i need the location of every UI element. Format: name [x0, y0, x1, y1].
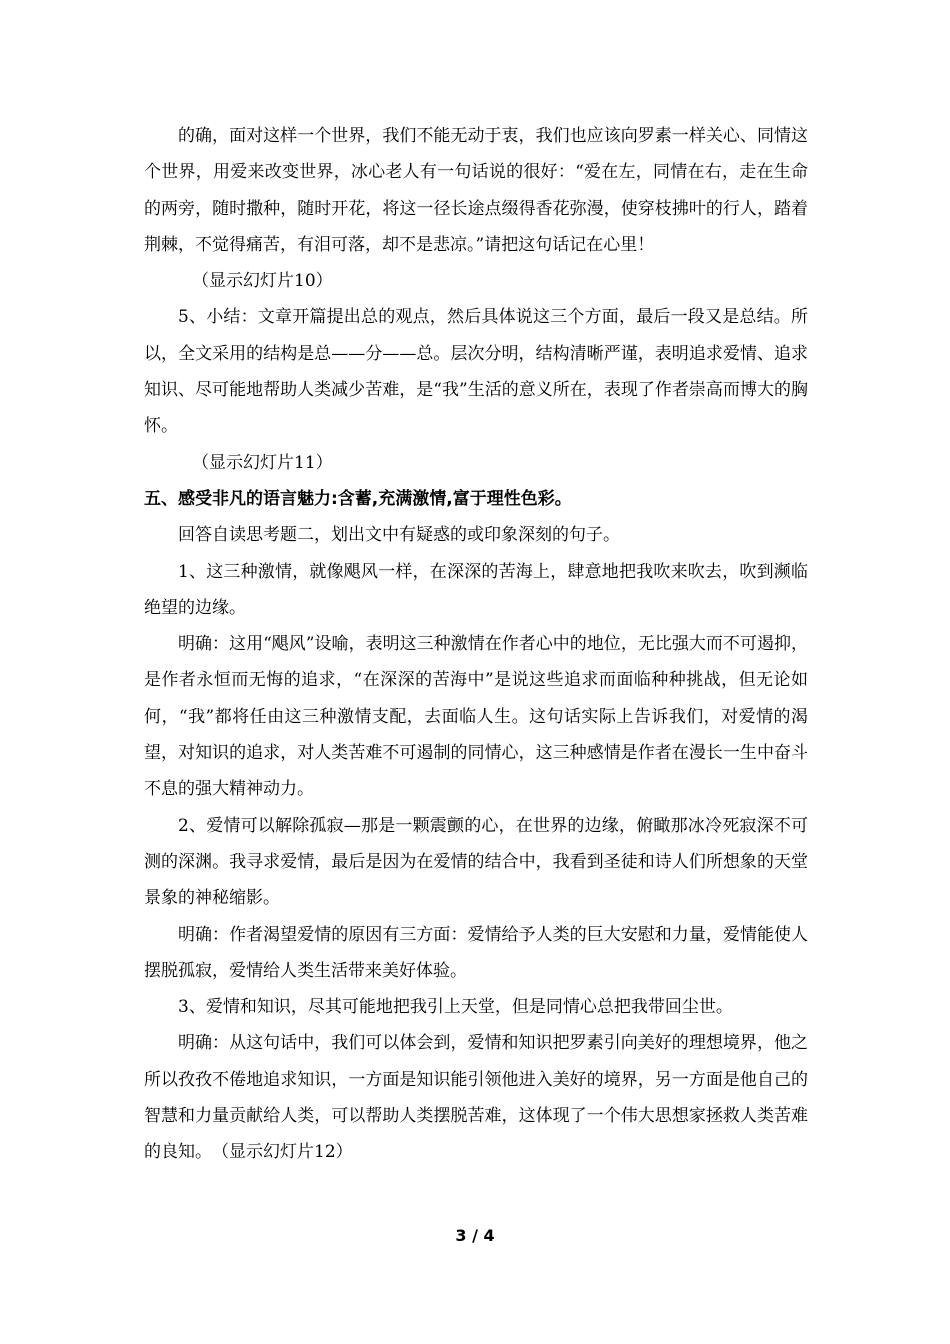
paragraph-answer-3: 明确：从这句话中，我们可以体会到，爱情和知识把罗素引向美好的理想境界，他之所以孜孜不倦地追求知识，一方面是知识能引领他进入美好的境界，另一方面是他自己的智慧和力量贡献给人类，可以帮助人类摆脱苦难，这体现了一个伟大思想家拯救人类苦难的良知。 （显示幻灯片12）	[144, 1033, 808, 1163]
paragraph-sentence-1: 1、这三种激情，就像飓风一样，在深深的苦海上，肆意地把我吹来吹去，吹到濒临绝望的边缘。	[144, 561, 808, 618]
slide-note-11: （显示幻灯片11）	[192, 452, 333, 473]
paragraph-instruction: 回答自读思考题二，划出文中有疑惑的或印象深刻的句子。	[178, 525, 620, 546]
paragraph-sentence-2: 2、爱情可以解除孤寂—那是一颗震颤的心，在世界的边缘，俯瞰那冰冷死寂深不可测的深渊。我寻求爱情，最后是因为在爱情的结合中，我看到圣徒和诗人们所想象的天堂景象的神秘缩影。	[144, 815, 808, 909]
paragraph-answer-2: 明确：作者渴望爱情的原因有三方面：爱情给予人类的巨大安慰和力量，爱情能使人摆脱孤寂，爱情给人类生活带来美好体验。	[144, 924, 808, 981]
page-number: 3 / 4	[455, 1226, 495, 1245]
section-heading-5: 五、感受非凡的语言魅力:含蓄,充满激情,富于理性色彩。	[144, 488, 572, 509]
paragraph-summary: 5、小结：文章开篇提出总的观点，然后具体说这三个方面，最后一段又是总结。所以，全文采用的结构是总——分——总。层次分明，结构清晰严谨，表明追求爱情、追求知识、尽可能地帮助人类减少苦难，是“我”生活的意义所在，表现了作者崇高而博大的胸怀。	[144, 307, 808, 437]
paragraph-sentence-3: 3、爱情和知识，尽其可能地把我引上天堂，但是同情心总把我带回尘世。	[178, 997, 733, 1018]
paragraph-1: 的确，面对这样一个世界，我们不能无动于衷，我们也应该向罗素一样关心、同情这个世界，用爱来改变世界，冰心老人有一句话说的很好：“爱在左，同情在右，走在生命的两旁，随时撒种，随时开花，将这一径长途点缀得香花弥漫，使穿枝拂叶的行人，踏着荆棘，不觉得痛苦，有泪可落，却不是悲凉。”请把这句话记在心里！	[144, 126, 808, 255]
slide-note-10: （显示幻灯片10）	[192, 271, 333, 292]
paragraph-answer-1: 明确：这用“飓风”设喻，表明这三种激情在作者心中的地位，无比强大而不可遏抑，是作者永恒而无悔的追求，“在深深的苦海中”是说这些追求而面临种种挑战，但无论如何，“我”都将任由这三种激情支配，去面临人生。这句话实际上告诉我们，对爱情的渴望，对知识的追求，对人类苦难不可遏制的同情心，这三种感情是作者在漫长一生中奋斗不息的强大精神动力。	[144, 634, 808, 800]
document-body	[144, 118, 808, 1171]
